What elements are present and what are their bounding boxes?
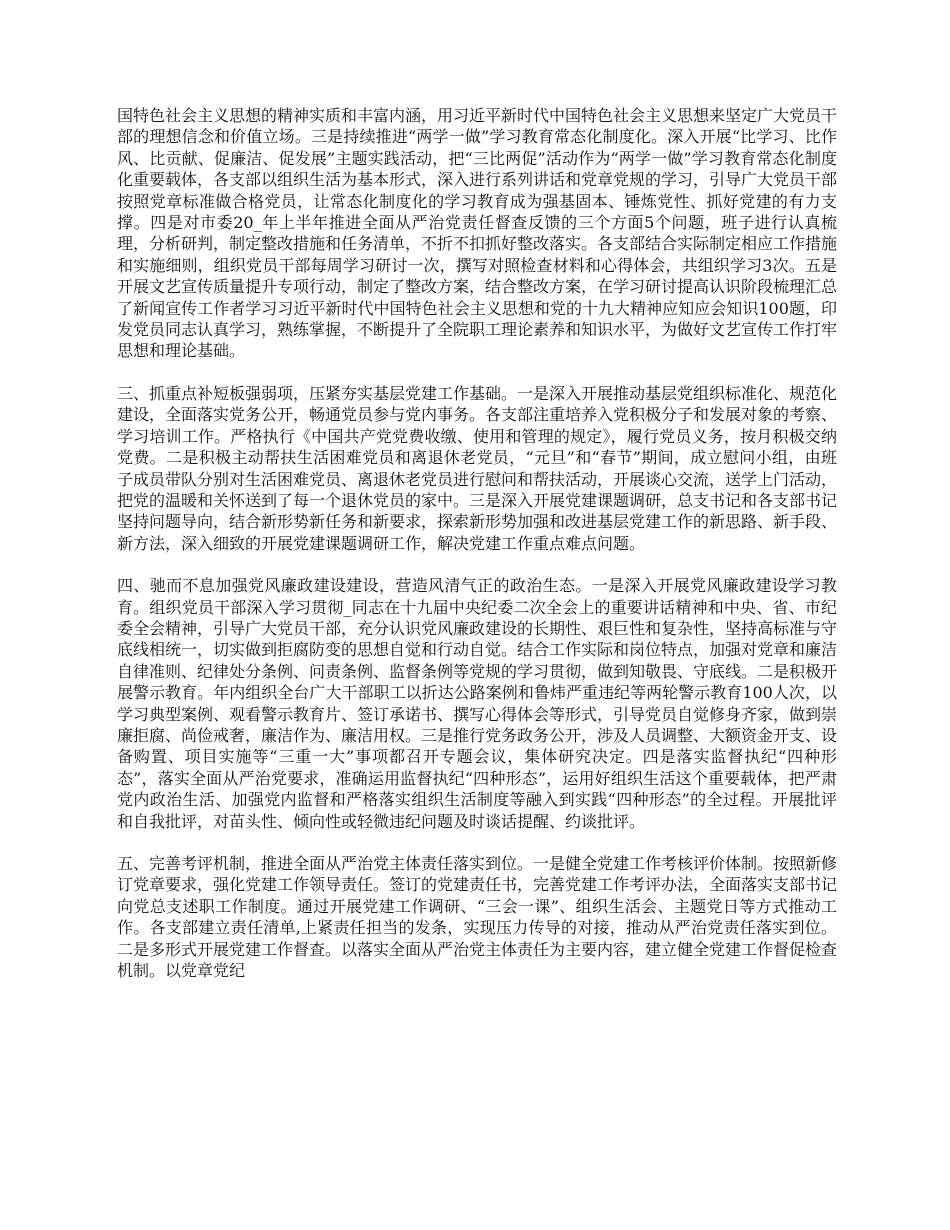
paragraph-4: 五、完善考评机制，推进全面从严治党主体责任落实到位。一是健全党建工作考核评价体制。按照新修订党章要求，强化党建工作领导责任。签订的党建责任书，完善党建工作考评办法，全面落实支部书记向党总支述职工作制度。通过开展党建工作调研、“三会一课”、组织生活会、主题党日等方式推动工作。各支部建立责任清单,上紧责任担当的发条，实现压力传导的对接，推动从严治党责任落实到位。二是多形式开展党建工作督查。以落实全面从严治党主体责任为主要内容，建立健全党建工作督促检查机制。以党章党纪: [117, 854, 838, 981]
paragraph-1: 国特色社会主义思想的精神实质和丰富内涵，用习近平新时代中国特色社会主义思想来坚定广大党员干部的理想信念和价值立场。三是持续推进“两学一做”学习教育常态化制度化。深入开展“比学习、比作风、比贡献、促廉洁、促发展”主题实践活动，把“三比两促”活动作为“两学一做”学习教育常态化制度化重要载体，各支部以组织生活为基本形式，深入进行系列讲话和党章党规的学习，引导广大党员干部按照党章标准做合格党员，让常态化制度化的学习教育成为强基固本、锤炼党性、抓好党建的有力支撑。四是对市委20_年上半年推进全面从严治党责任督查反馈的三个方面5个问题，班子进行认真梳理，分析研判，制定整改措施和任务清单，不折不扣抓好整改落实。各支部结合实际制定相应工作措施和实施细则，组织党员干部每周学习研讨一次，撰写对照检查材料和心得体会，共组织学习3次。五是开展文艺宣传质量提升专项行动，制定了整改方案，结合整改方案，在学习研讨提高认识阶段梳理汇总了新闻宣传工作者学习习近平新时代中国特色社会主义思想和党的十九大精神应知应会知识100题，印发党员同志认真学习，熟练掌握，不断提升了全院职工理论素养和知识水平，为做好文艺宣传工作打牢思想和理论基础。: [117, 106, 838, 361]
paragraph-spacer: [117, 362, 837, 383]
paragraph-2: 三、抓重点补短板强弱项，压紧夯实基层党建工作基础。一是深入开展推动基层党组织标准化、规范化建设，全面落实党务公开，畅通党员参与党内事务。各支部注重培养入党积极分子和发展对象的考察、学习培训工作。严格执行《中国共产党党费收缴、使用和管理的规定》，履行党员义务，按月积极交纳党费。二是积极主动帮扶生活困难党员和离退休老党员，“元旦”和“春节”期间，成立慰问小组，由班子成员带队分别对生活困难党员、离退休老党员进行慰问和帮扶活动，开展谈心交流，送学上门活动，把党的温暖和关怀送到了每一个退休党员的家中。三是深入开展党建课题调研，总支书记和各支部书记坚持问题导向，结合新形势新任务和新要求，探索新形势加强和改进基层党建工作的新思路、新手段、新方法，深入细致的开展党建课题调研工作，解决党建工作重点难点问题。: [117, 383, 838, 553]
paragraph-3: 四、驰而不息加强党风廉政建设建设，营造风清气正的政治生态。一是深入开展党风廉政建设学习教育。组织党员干部深入学习贯彻_同志在十九届中央纪委二次全会上的重要讲话精神和中央、省、市纪委全会精神，引导广大党员干部，充分认识党风廉政建设的长期性、艰巨性和复杂性，坚持高标准与守底线相统一，切实做到拒腐防变的思想自觉和行动自觉。结合工作实际和岗位特点，加强对党章和廉洁自律准则、纪律处分条例、问责条例、监督条例等党规的学习贯彻，做到知敬畏、守底线。二是积极开展警示教育。年内组织全台广大干部职工以折达公路案例和鲁炜严重违纪等两轮警示教育100人次，以学习典型案例、观看警示教育片、签订承诺书、撰写心得体会等形式，引导党员自觉修身齐家，做到崇廉拒腐、尚俭戒奢，廉洁作为、廉洁用权。三是推行党务政务公开，涉及人员调整、大额资金开支、设备购置、项目实施等“三重一大”事项都召开专题会议，集体研究决定。四是落实监督执纪“四种形态”，落实全面从严治党要求，准确运用监督执纪“四种形态”，运用好组织生活这个重要载体，把严肃党内政治生活、加强党内监督和严格落实组织生活制度等融入到实践“四种形态”的全过程。开展批评和自我批评，对苗头性、倾向性或轻微违纪问题及时谈话提醒、约谈批评。: [117, 576, 838, 831]
document-body: [117, 105, 837, 981]
paragraph-spacer: [117, 554, 837, 575]
paragraph-spacer: [117, 832, 837, 853]
